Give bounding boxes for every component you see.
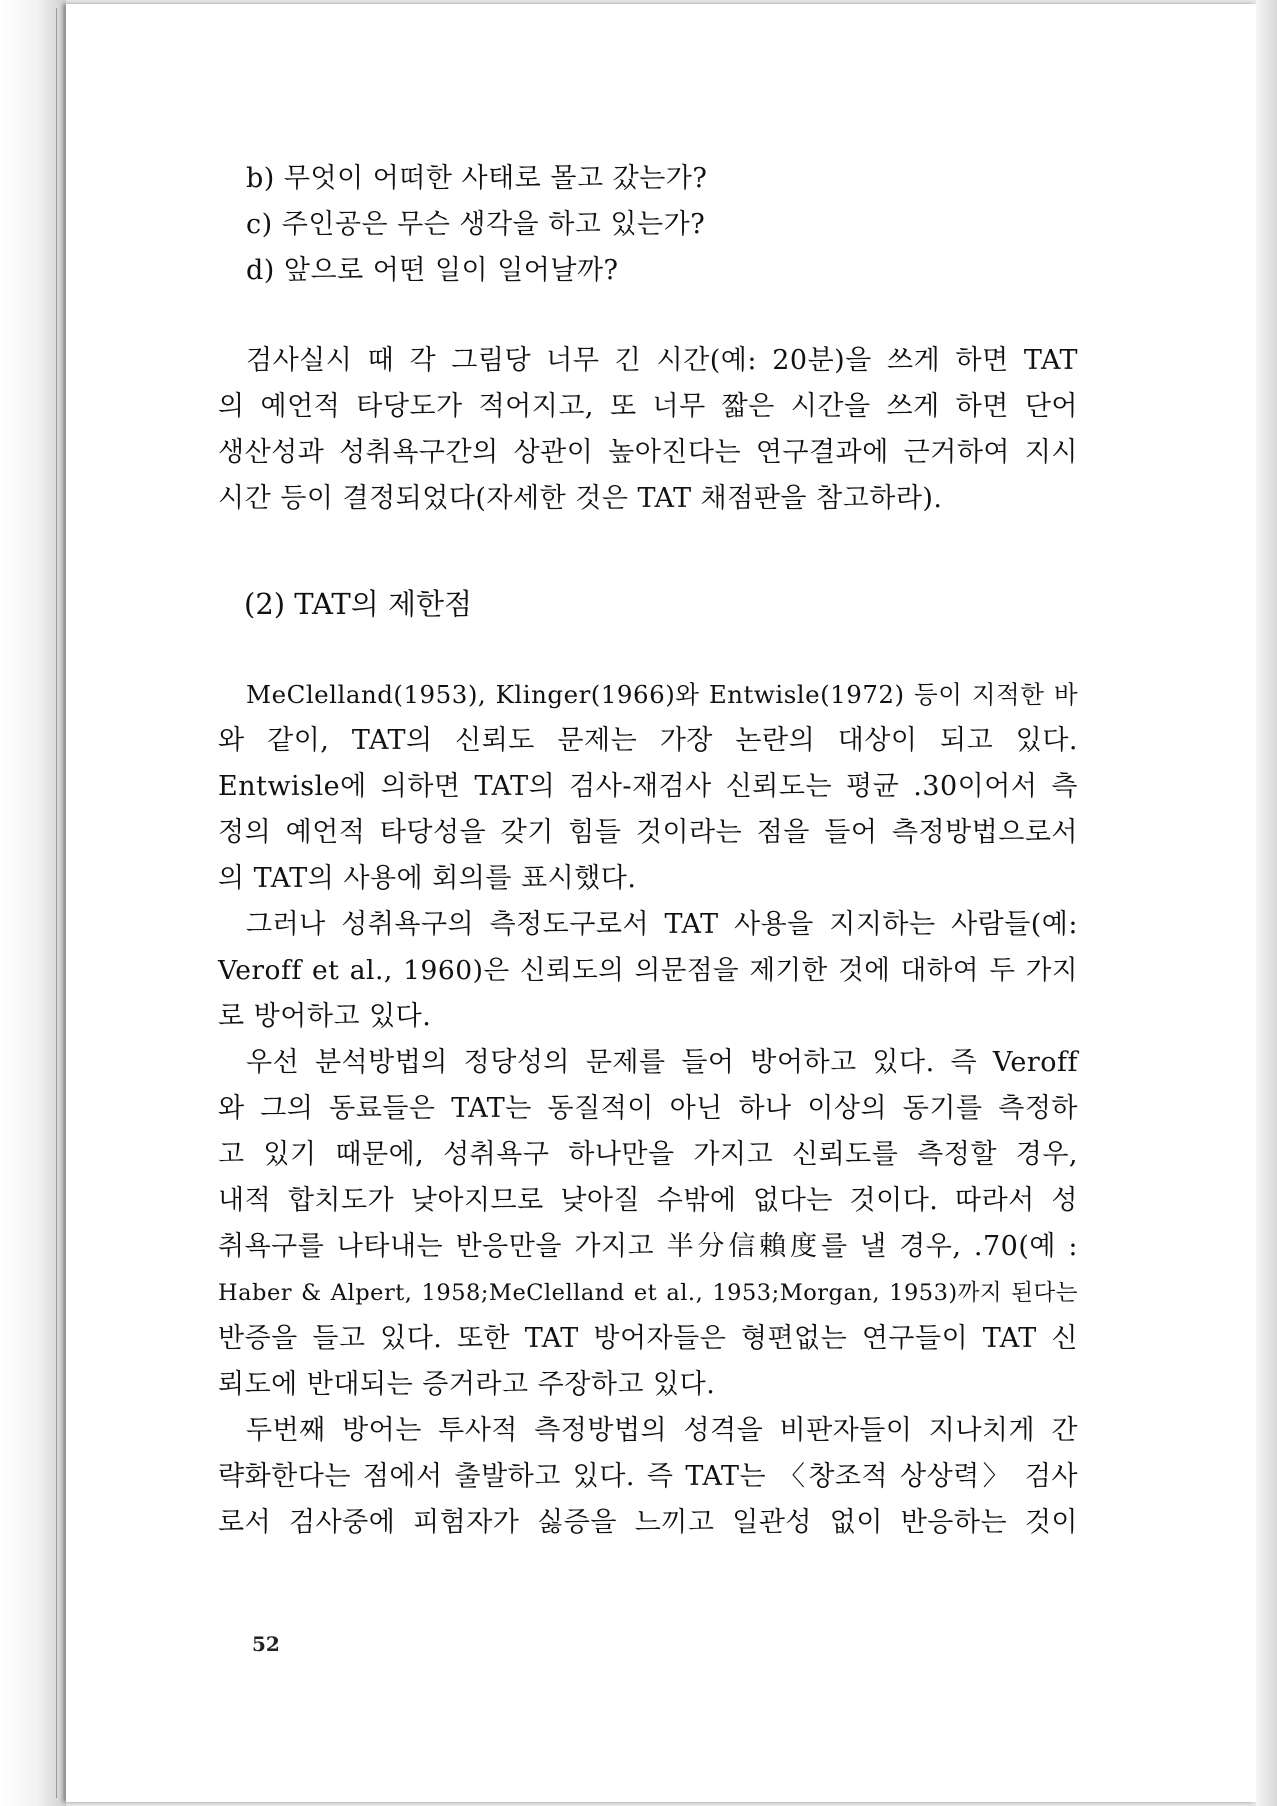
section-heading: (2) TAT의 제한점 xyxy=(244,587,473,621)
paragraph-time-limit xyxy=(218,338,1078,522)
text-line: 로 방어하고 있다. xyxy=(218,1001,432,1032)
text-line: 로서 검사중에 피험자가 싫증을 느끼고 일관성 없이 반응하는 것이 xyxy=(218,1507,1078,1538)
text-line: 뢰도에 반대되는 증거라고 주장하고 있다. xyxy=(218,1369,716,1400)
text-line: 와 같이, TAT의 신뢰도 문제는 가장 논란의 대상이 되고 있다. xyxy=(218,725,1078,756)
text-line: 두번째 방어는 투사적 측정방법의 성격을 비판자들이 지나치게 간 xyxy=(246,1415,1078,1446)
text-line: 취욕구를 나타내는 반응만을 가지고 半分信賴度를 낼 경우, .70(예 : xyxy=(218,1231,1078,1262)
body-text xyxy=(218,672,1078,1546)
text-line: 생산성과 성취욕구간의 상관이 높아진다는 연구결과에 근거하여 지시 xyxy=(218,437,1078,468)
text-line: 검사실시 때 각 그림당 너무 긴 시간(예: 20분)을 쓰게 하면 TAT xyxy=(246,345,1078,376)
question-item: d) 앞으로 어떤 일이 일어날까? xyxy=(246,255,619,286)
text-line: Haber & Alpert, 1958;MeClelland et al., 1953;Morgan, 1953)까지 된다는 xyxy=(218,1280,1078,1306)
text-line: Veroff et al., 1960)은 신뢰도의 의문점을 제기한 것에 대하여 두 가지 xyxy=(218,955,1078,986)
page-number: 52 xyxy=(252,1632,280,1656)
text-line: 내적 합치도가 낮아지므로 낮아질 수밖에 없다는 것이다. 따라서 성 xyxy=(218,1185,1078,1216)
text-line: 반증을 들고 있다. 또한 TAT 방어자들은 형편없는 연구들이 TAT 신 xyxy=(218,1323,1078,1354)
text-line: 고 있기 때문에, 성취욕구 하나만을 가지고 신뢰도를 측정할 경우, xyxy=(218,1139,1078,1170)
text-line: 와 그의 동료들은 TAT는 동질적이 아닌 하나 이상의 동기를 측정하 xyxy=(218,1093,1078,1124)
text-line: 우선 분석방법의 정당성의 문제를 들어 방어하고 있다. 즉 Veroff xyxy=(246,1047,1078,1078)
text-line: 시간 등이 결정되었다(자세한 것은 TAT 채점판을 참고하라). xyxy=(218,483,943,514)
question-item: c) 주인공은 무슨 생각을 하고 있는가? xyxy=(246,209,706,240)
text-line: Entwisle에 의하면 TAT의 검사-재검사 신뢰도는 평균 .30이어서 측 xyxy=(218,771,1078,802)
text-line: 략화한다는 점에서 출발하고 있다. 즉 TAT는 〈창조적 상상력〉 검사 xyxy=(218,1461,1078,1492)
text-line: 정의 예언적 타당성을 갖기 힘들 것이라는 점을 들어 측정방법으로서 xyxy=(218,817,1078,848)
page-right-edge xyxy=(1256,0,1277,1806)
question-list xyxy=(218,156,1078,294)
text-line: 의 TAT의 사용에 회의를 표시했다. xyxy=(218,863,637,894)
text-line: 의 예언적 타당도가 적어지고, 또 너무 짧은 시간을 쓰게 하면 단어 xyxy=(218,391,1078,422)
text-line: MeClelland(1953), Klinger(1966)와 Entwisle(1972) 등이 지적한 바 xyxy=(246,680,1078,709)
text-line: 그러나 성취욕구의 측정도구로서 TAT 사용을 지지하는 사람들(예: xyxy=(246,909,1078,940)
question-item: b) 무엇이 어떠한 사태로 몰고 갔는가? xyxy=(246,163,708,194)
